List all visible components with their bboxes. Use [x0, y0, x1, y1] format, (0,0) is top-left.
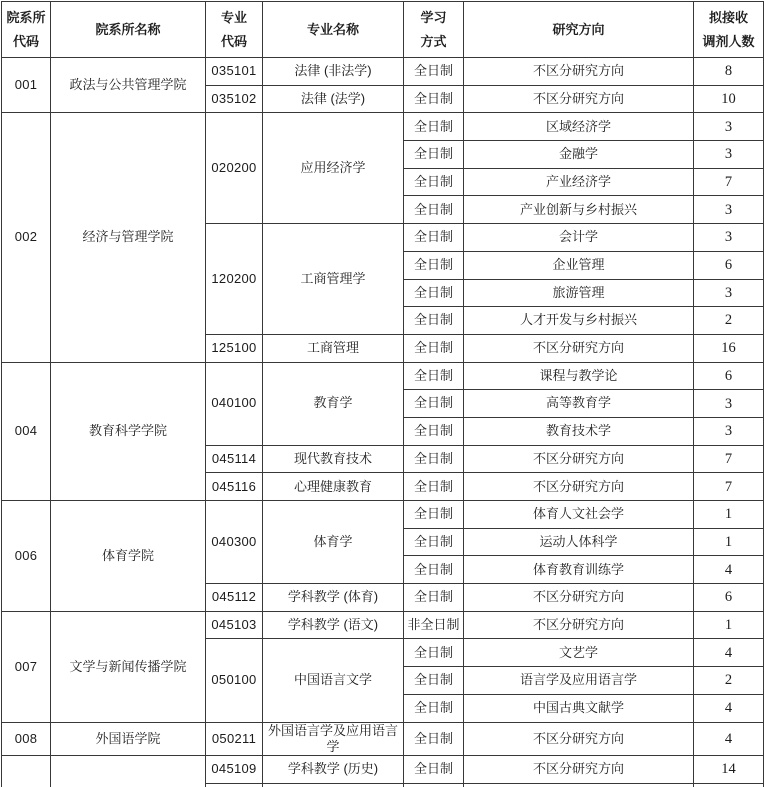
table-row: [2, 722, 764, 756]
research-direction-cell: 不区分研究方向: [464, 473, 694, 501]
count-cell: 4: [694, 639, 764, 667]
col-header-dept-name: [51, 2, 206, 58]
dept-name-cell: [51, 756, 206, 787]
major-code-cell: 045103: [206, 611, 263, 639]
research-direction-cell: 不区分研究方向: [464, 334, 694, 362]
study-mode-cell: 全日制: [404, 584, 464, 612]
research-direction-cell: 运动人体科学: [464, 528, 694, 556]
count-cell: 8: [694, 58, 764, 86]
count-cell: 3: [694, 417, 764, 445]
count-cell: 6: [694, 362, 764, 390]
study-mode-cell: 全日制: [404, 556, 464, 584]
header-line: 研究方向: [552, 21, 605, 37]
dept-name-cell: 文学与新闻传播学院: [51, 611, 206, 722]
count-cell: 6: [694, 584, 764, 612]
major-name-cell: 学科教学 (历史): [263, 756, 404, 784]
major-name-cell: 学科教学 (语文): [263, 611, 404, 639]
header-line: 院系所名称: [95, 21, 161, 37]
col-header-transfer-count: [694, 2, 764, 58]
study-mode-cell: 全日制: [404, 639, 464, 667]
major-name-cell: 应用经济学: [263, 113, 404, 224]
dept-name-cell: 体育学院: [51, 501, 206, 612]
research-direction-cell: 不区分研究方向: [464, 584, 694, 612]
header-line: 拟接收: [708, 10, 748, 26]
research-direction-cell: [464, 783, 694, 787]
major-name-cell: 体育学: [263, 501, 404, 584]
header-line: 方式: [420, 33, 447, 49]
major-code-cell: 045116: [206, 473, 263, 501]
dept-code-cell: 008: [2, 722, 51, 756]
study-mode-cell: 全日制: [404, 528, 464, 556]
count-cell: 4: [694, 722, 764, 756]
study-mode-cell: 全日制: [404, 58, 464, 86]
research-direction-cell: 不区分研究方向: [464, 445, 694, 473]
dept-code-cell: 002: [2, 113, 51, 362]
header-line: 代码: [12, 33, 39, 49]
count-cell: 1: [694, 528, 764, 556]
research-direction-cell: 不区分研究方向: [464, 722, 694, 756]
header-line: 学习: [420, 10, 447, 26]
count-cell: 7: [694, 168, 764, 196]
major-code-cell: 050100: [206, 639, 263, 722]
major-code-cell: 035102: [206, 85, 263, 113]
header-line: 专业名称: [306, 21, 359, 37]
major-code-cell: 125100: [206, 334, 263, 362]
study-mode-cell: 全日制: [404, 417, 464, 445]
dept-name-cell: 教育科学学院: [51, 362, 206, 500]
col-header-major-name: [263, 2, 404, 58]
count-cell: 3: [694, 141, 764, 169]
study-mode-cell: 全日制: [404, 85, 464, 113]
research-direction-cell: 不区分研究方向: [464, 756, 694, 784]
study-mode-cell: 全日制: [404, 334, 464, 362]
research-direction-cell: 文艺学: [464, 639, 694, 667]
study-mode-cell: 全日制: [404, 667, 464, 695]
table-row: [2, 756, 764, 784]
header-line: 专业: [220, 10, 247, 26]
table-body: [2, 58, 764, 787]
study-mode-cell: 全日制: [404, 694, 464, 722]
major-name-cell: 心理健康教育: [263, 473, 404, 501]
count-cell: 6: [694, 251, 764, 279]
count-cell: 14: [694, 756, 764, 784]
major-name-cell: 法律 (法学): [263, 85, 404, 113]
research-direction-cell: 课程与教学论: [464, 362, 694, 390]
col-header-study-mode: [404, 2, 464, 58]
research-direction-cell: 产业创新与乡村振兴: [464, 196, 694, 224]
study-mode-cell: 全日制: [404, 307, 464, 335]
table-row: [2, 113, 764, 141]
dept-name-cell: 经济与管理学院: [51, 113, 206, 362]
major-code-cell: 020200: [206, 113, 263, 224]
dept-name-cell: 政法与公共管理学院: [51, 58, 206, 113]
count-cell: 4: [694, 694, 764, 722]
dept-code-cell: [2, 756, 51, 787]
research-direction-cell: 金融学: [464, 141, 694, 169]
header-line: 院系所: [6, 10, 46, 26]
dept-name-cell: 外国语学院: [51, 722, 206, 756]
study-mode-cell: 全日制: [404, 196, 464, 224]
header-row: [2, 2, 764, 58]
table-row: [2, 362, 764, 390]
research-direction-cell: 不区分研究方向: [464, 58, 694, 86]
admissions-transfer-table: [1, 1, 764, 787]
research-direction-cell: 旅游管理: [464, 279, 694, 307]
major-name-cell: 法律 (非法学): [263, 58, 404, 86]
study-mode-cell: 非全日制: [404, 611, 464, 639]
study-mode-cell: [404, 783, 464, 787]
count-cell: 10: [694, 85, 764, 113]
count-cell: 16: [694, 334, 764, 362]
col-header-research-direction: [464, 2, 694, 58]
dept-code-cell: 004: [2, 362, 51, 500]
research-direction-cell: 产业经济学: [464, 168, 694, 196]
major-name-cell: [263, 783, 404, 787]
count-cell: 1: [694, 501, 764, 529]
count-cell: 2: [694, 667, 764, 695]
major-name-cell: 现代教育技术: [263, 445, 404, 473]
study-mode-cell: 全日制: [404, 390, 464, 418]
major-name-cell: 中国语言文学: [263, 639, 404, 722]
major-code-cell: 045112: [206, 584, 263, 612]
table-row: [2, 501, 764, 529]
major-code-cell: 040300: [206, 501, 263, 584]
major-code-cell: 045114: [206, 445, 263, 473]
study-mode-cell: 全日制: [404, 113, 464, 141]
major-code-cell: [206, 783, 263, 787]
research-direction-cell: 不区分研究方向: [464, 611, 694, 639]
major-name-cell: 工商管理学: [263, 224, 404, 335]
major-name-cell: 外国语言学及应用语言学: [263, 722, 404, 756]
dept-code-cell: 001: [2, 58, 51, 113]
count-cell: 3: [694, 196, 764, 224]
count-cell: 3: [694, 279, 764, 307]
study-mode-cell: 全日制: [404, 362, 464, 390]
research-direction-cell: 中国古典文献学: [464, 694, 694, 722]
study-mode-cell: 全日制: [404, 445, 464, 473]
count-cell: 7: [694, 473, 764, 501]
research-direction-cell: 体育教育训练学: [464, 556, 694, 584]
major-name-cell: 工商管理: [263, 334, 404, 362]
count-cell: 2: [694, 307, 764, 335]
col-header-dept-code: [2, 2, 51, 58]
table-header: [2, 2, 764, 58]
research-direction-cell: 教育技术学: [464, 417, 694, 445]
count-cell: 3: [694, 224, 764, 252]
dept-code-cell: 007: [2, 611, 51, 722]
major-code-cell: 120200: [206, 224, 263, 335]
research-direction-cell: 人才开发与乡村振兴: [464, 307, 694, 335]
study-mode-cell: 全日制: [404, 279, 464, 307]
study-mode-cell: 全日制: [404, 501, 464, 529]
research-direction-cell: 语言学及应用语言学: [464, 667, 694, 695]
study-mode-cell: 全日制: [404, 251, 464, 279]
research-direction-cell: 高等教育学: [464, 390, 694, 418]
research-direction-cell: 体育人文社会学: [464, 501, 694, 529]
header-line: 调剂人数: [702, 33, 755, 49]
count-cell: 3: [694, 113, 764, 141]
major-code-cell: 040100: [206, 362, 263, 445]
major-code-cell: 045109: [206, 756, 263, 784]
col-header-major-code: [206, 2, 263, 58]
count-cell: 4: [694, 556, 764, 584]
study-mode-cell: 全日制: [404, 722, 464, 756]
research-direction-cell: 区域经济学: [464, 113, 694, 141]
research-direction-cell: 企业管理: [464, 251, 694, 279]
study-mode-cell: 全日制: [404, 141, 464, 169]
major-name-cell: 教育学: [263, 362, 404, 445]
count-cell: [694, 783, 764, 787]
study-mode-cell: 全日制: [404, 756, 464, 784]
study-mode-cell: 全日制: [404, 168, 464, 196]
table-row: [2, 611, 764, 639]
count-cell: 1: [694, 611, 764, 639]
research-direction-cell: 会计学: [464, 224, 694, 252]
table-row: [2, 58, 764, 86]
header-line: 代码: [220, 33, 247, 49]
major-code-cell: 035101: [206, 58, 263, 86]
count-cell: 3: [694, 390, 764, 418]
study-mode-cell: 全日制: [404, 473, 464, 501]
major-name-cell: 学科教学 (体育): [263, 584, 404, 612]
major-code-cell: 050211: [206, 722, 263, 756]
count-cell: 7: [694, 445, 764, 473]
study-mode-cell: 全日制: [404, 224, 464, 252]
dept-code-cell: 006: [2, 501, 51, 612]
research-direction-cell: 不区分研究方向: [464, 85, 694, 113]
